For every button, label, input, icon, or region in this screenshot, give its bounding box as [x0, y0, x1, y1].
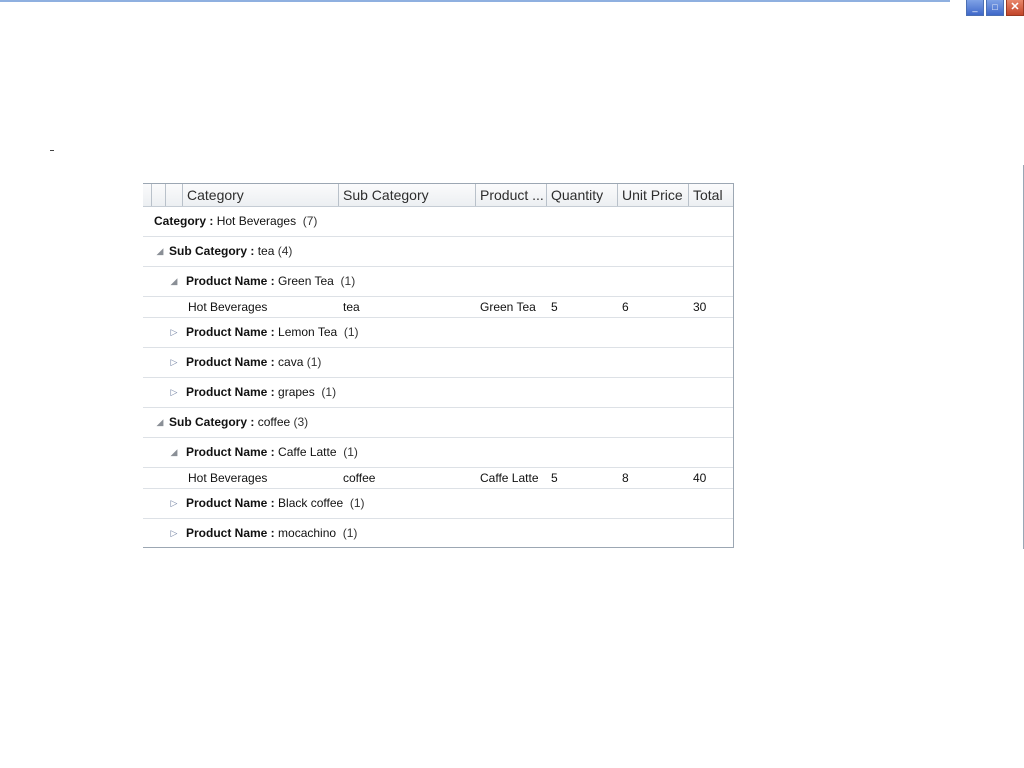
column-header-quantity[interactable]: Quantity	[547, 184, 618, 206]
minimize-button[interactable]: _	[966, 0, 984, 16]
group-header-text: Category : Hot Beverages (7)	[154, 214, 318, 228]
subcategory-group-row[interactable]	[143, 408, 733, 438]
stray-mark	[50, 150, 54, 151]
data-row[interactable]	[143, 297, 733, 318]
cell-product: Green Tea	[480, 300, 536, 314]
group-header-text: Sub Category : coffee (3)	[169, 415, 309, 429]
product-group-row[interactable]	[143, 438, 733, 468]
column-header-sub-category[interactable]: Sub Category	[339, 184, 476, 206]
cell-category: Hot Beverages	[188, 300, 268, 314]
product-group-row[interactable]	[143, 348, 733, 378]
collapse-toggle-icon[interactable]: ◢	[170, 447, 178, 457]
indent-header	[166, 184, 183, 206]
grouped-data-grid	[143, 183, 734, 548]
product-group-row[interactable]	[143, 489, 733, 519]
window-controls	[966, 0, 1024, 16]
product-group-row[interactable]	[143, 267, 733, 297]
indent-header	[143, 184, 152, 206]
maximize-button[interactable]: □	[986, 0, 1004, 16]
cell-sub-category: coffee	[343, 471, 376, 485]
cell-quantity: 5	[551, 300, 558, 314]
group-header-text: Product Name : Green Tea (1)	[186, 274, 356, 288]
collapse-toggle-icon[interactable]: ◢	[156, 417, 164, 427]
group-header-text: Product Name : mocachino (1)	[186, 526, 358, 540]
expand-toggle-icon[interactable]: ▷	[170, 387, 178, 397]
column-header-category[interactable]: Category	[183, 184, 339, 206]
close-button[interactable]: ✕	[1006, 0, 1024, 16]
cell-total: 40	[693, 471, 707, 485]
cell-category: Hot Beverages	[188, 471, 268, 485]
group-header-text: Product Name : Black coffee (1)	[186, 496, 365, 510]
column-header-unit-price[interactable]: Unit Price	[618, 184, 689, 206]
product-group-row[interactable]	[143, 519, 733, 548]
expand-toggle-icon[interactable]: ▷	[170, 498, 178, 508]
data-row[interactable]	[143, 468, 733, 489]
expand-toggle-icon[interactable]: ▷	[170, 327, 178, 337]
column-header-total[interactable]: Total	[693, 187, 723, 203]
expand-toggle-icon[interactable]: ▷	[170, 357, 178, 367]
cell-quantity: 5	[551, 471, 558, 485]
cell-unit-price: 8	[622, 471, 629, 485]
group-header-text: Product Name : Caffe Latte (1)	[186, 445, 358, 459]
group-header-text: Product Name : Lemon Tea (1)	[186, 325, 359, 339]
product-group-row[interactable]	[143, 318, 733, 348]
cell-unit-price: 6	[622, 300, 629, 314]
group-header-text: Sub Category : tea (4)	[169, 244, 293, 258]
group-header-text: Product Name : cava (1)	[186, 355, 322, 369]
indent-header	[152, 184, 166, 206]
group-header-text: Product Name : grapes (1)	[186, 385, 337, 399]
cell-total: 30	[693, 300, 707, 314]
cell-product: Caffe Latte	[480, 471, 539, 485]
category-group-row[interactable]	[143, 207, 733, 237]
collapse-toggle-icon[interactable]: ◢	[156, 246, 164, 256]
window-top-border	[0, 0, 950, 2]
subcategory-group-row[interactable]	[143, 237, 733, 267]
product-group-row[interactable]	[143, 378, 733, 408]
column-header-product[interactable]: Product ...	[476, 184, 547, 206]
grid-header	[143, 184, 733, 207]
expand-toggle-icon[interactable]: ▷	[170, 528, 178, 538]
cell-sub-category: tea	[343, 300, 360, 314]
collapse-toggle-icon[interactable]: ◢	[170, 276, 178, 286]
